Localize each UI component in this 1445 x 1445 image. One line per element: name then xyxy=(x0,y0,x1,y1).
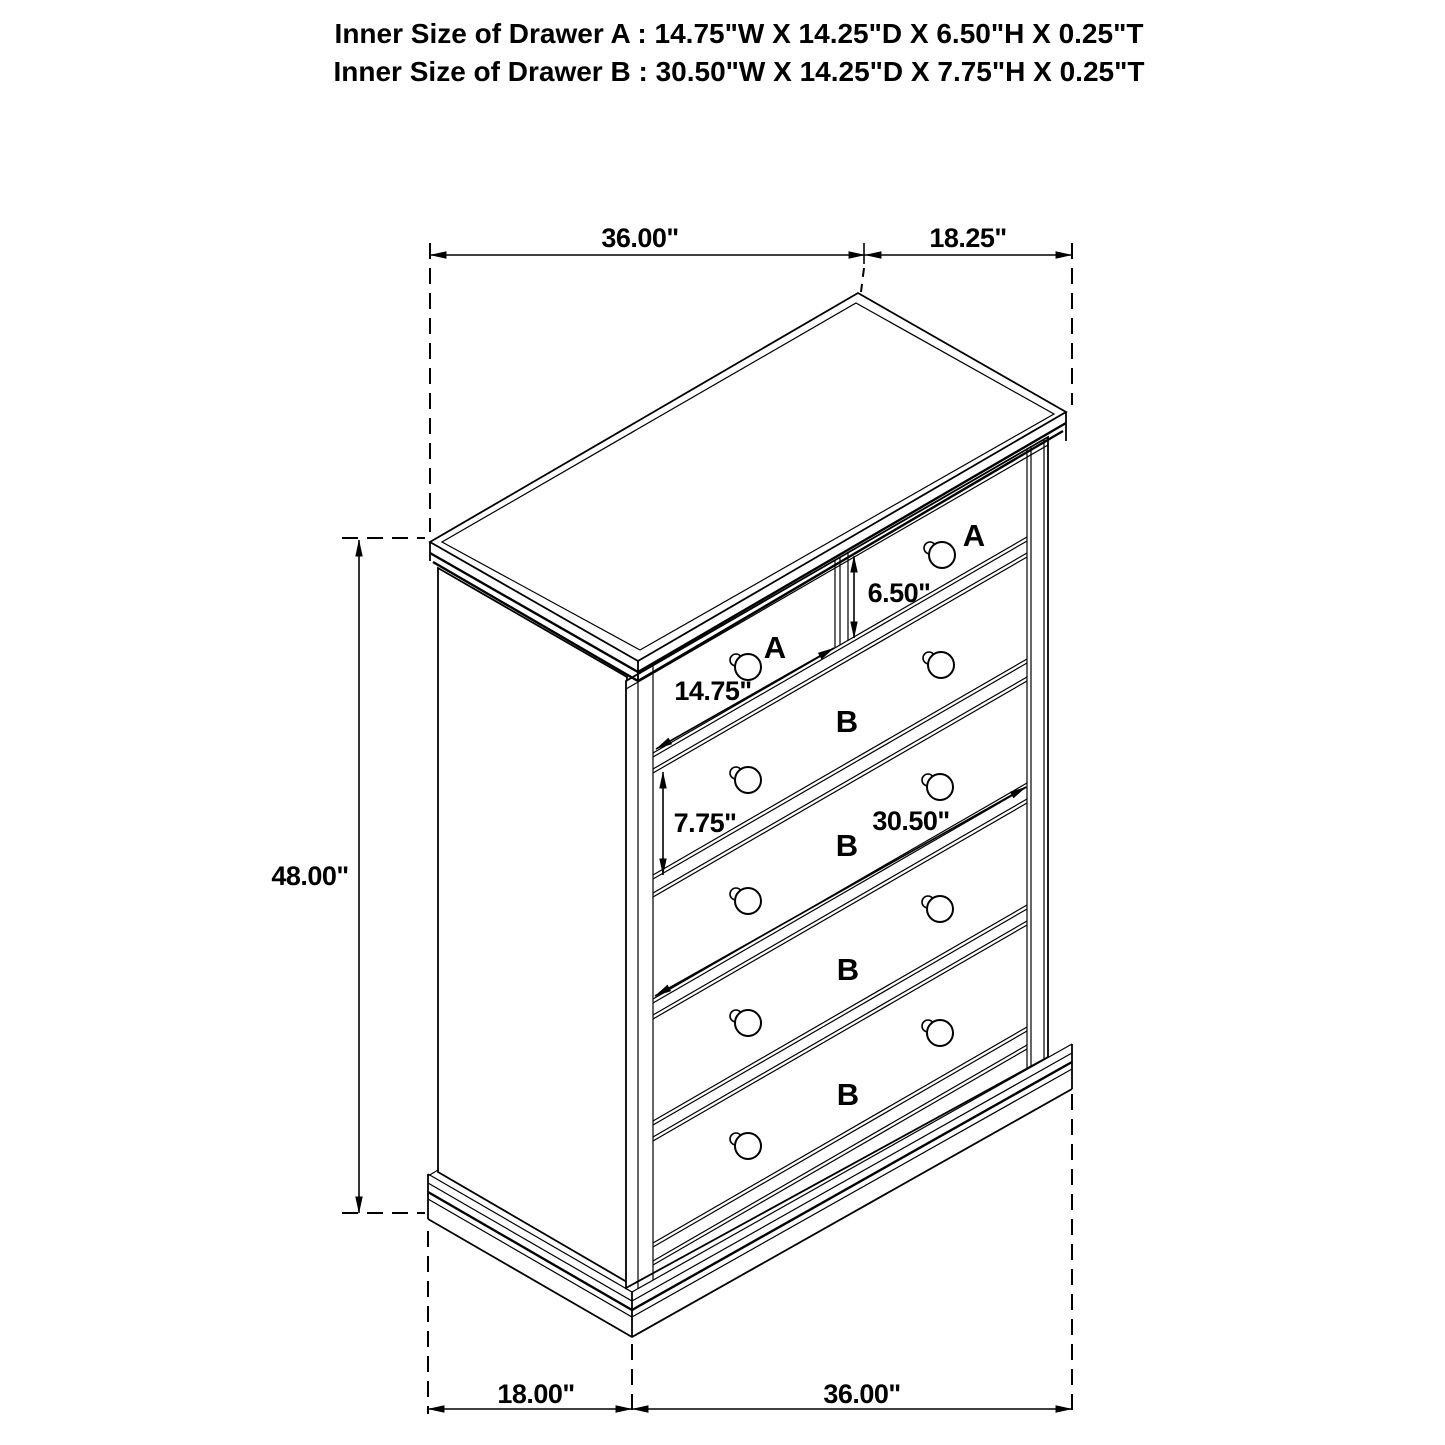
title-line-2: Inner Size of Drawer B : 30.50"W X 14.25"D X 7.75"H X 0.25"T xyxy=(333,56,1145,87)
drawer-label-b-row2: B xyxy=(835,704,859,739)
drawer-label-b-row4: B xyxy=(836,952,860,987)
dim-label-top-width: 36.00" xyxy=(601,223,679,253)
dim-label-drawer-a-width: 14.75" xyxy=(674,676,752,706)
drawer-label-a-top-left: A xyxy=(763,630,787,665)
drawer-label-a-top-right: A xyxy=(962,518,986,553)
dim-label-drawer-b-height: 7.75" xyxy=(673,808,737,838)
dim-label-height: 48.00" xyxy=(271,861,349,891)
dim-label-drawer-b-width: 30.50" xyxy=(872,806,950,836)
drawer-label-b-row5: B xyxy=(836,1077,860,1112)
title-line-1: Inner Size of Drawer A : 14.75"W X 14.25"D X 6.50"H X 0.25"T xyxy=(334,18,1144,49)
dim-label-bottom-depth: 18.00" xyxy=(497,1379,575,1409)
left-side-panel xyxy=(438,568,627,1282)
dim-label-bottom-width: 36.00" xyxy=(823,1379,901,1409)
dim-label-top-depth: 18.25" xyxy=(929,223,1007,253)
dim-label-drawer-a-height: 6.50" xyxy=(867,578,931,608)
drawer-label-b-row3: B xyxy=(835,828,859,863)
